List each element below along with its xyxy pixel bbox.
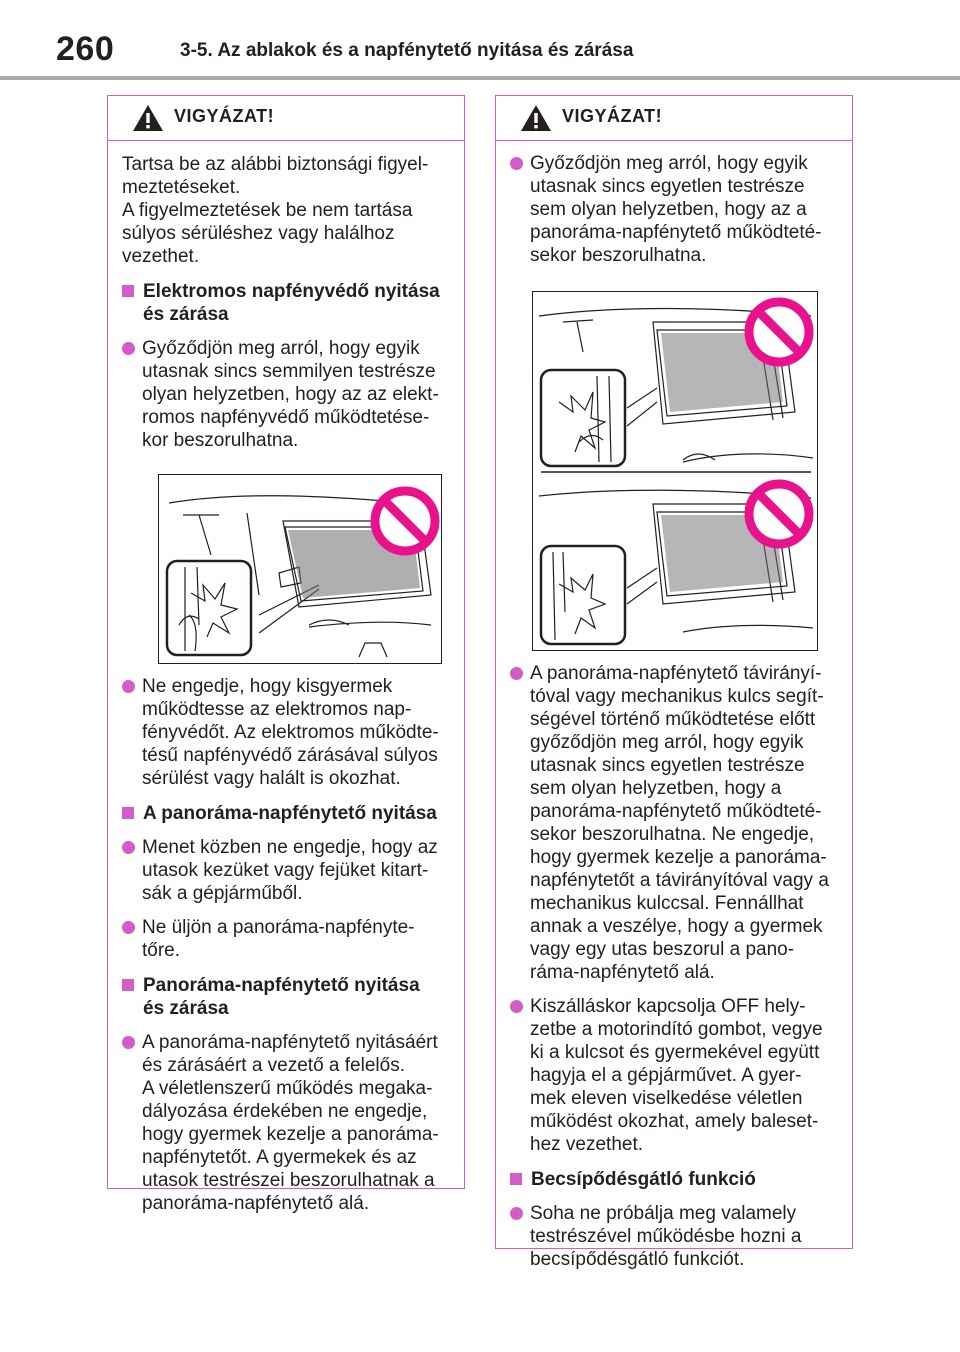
panorama-roof-hand-illustration [532, 291, 818, 651]
section-title: Panoráma-napfénytető nyitása és zárása [143, 975, 420, 1019]
list-item [122, 916, 454, 962]
caution-intro: Tartsa be az alábbi biztonsági figyel- meztetéseket. A figyelmeztetések be nem tartása súlyos sérüléshez vagy halálhoz vezethet. [122, 154, 429, 267]
caution-header [496, 96, 852, 141]
list-item-text: Kiszálláskor kapcsolja OFF hely- zetbe a motorindító gombot, vegye ki a kulcsot és gyermekével együtt hagyja el a gépjárművet. A gyer- mek eleven viselkedése véletlen működést okozhat, amely baleset- hez vezethet. [530, 996, 823, 1155]
list-item-text: A panoráma-napfénytető nyitásáért és zárásáért a vezető a felelős. A véletlenszerű működés megaka- dályozása érdekében ne engedje, hogy gyermek kezelje a panoráma- napfénytetőt. A gyermekek és az utasok testrészei beszorulhatnak a panoráma-napfénytető alá. [142, 1032, 439, 1214]
warning-triangle-icon [132, 104, 164, 132]
round-bullet-icon [510, 1000, 523, 1013]
caution-heading: VIGYÁZAT! [174, 106, 275, 126]
list-item [510, 995, 842, 1156]
list-item [510, 1202, 842, 1271]
section-title: Elektromos napfényvédő nyitása és zárása [143, 281, 440, 325]
page-number: 260 [56, 30, 115, 68]
list-item [510, 152, 842, 267]
caution-header [108, 96, 464, 141]
list-item-text: Menet közben ne engedje, hogy az utasok kezüket vagy fejüket kitart- sák a gépjárműből. [142, 837, 438, 904]
round-bullet-icon [122, 841, 135, 854]
car-interior-drawing [159, 475, 441, 663]
car-interior-drawing [533, 292, 817, 650]
round-bullet-icon [122, 921, 135, 934]
sunshade-hand-illustration [158, 474, 442, 664]
square-bullet-icon [122, 979, 134, 991]
square-bullet-icon [122, 807, 134, 819]
round-bullet-icon [510, 667, 523, 680]
list-item-text: Ne üljön a panoráma-napfényte- tőre. [142, 917, 415, 961]
section-title: Becsípődésgátló funkció [531, 1169, 756, 1190]
list-item-text: A panoráma-napfénytető távirányí- tóval vagy mechanikus kulcs segít- ségével történő működtetése előtt győződjön meg arról, hogy egyik utasnak sincs egyetlen testrésze sem olyan helyzetben, hogy a panoráma-napfénytető működteté- sekor beszorulhatna. Ne engedje, hogy gyermek kezelje a panoráma- napfénytetőt a távirányítóval vagy a mechanikus kulccsal. Fennállhat annak a veszélye, hogy a gyermek vagy egy utas beszorul a pano- ráma-napfénytető alá. [530, 663, 829, 983]
round-bullet-icon [510, 157, 523, 170]
caution-heading: VIGYÁZAT! [562, 106, 663, 126]
list-item-text: Soha ne próbálja meg valamely testrészével működésbe hozni a becsípődésgátló funkciót. [530, 1203, 802, 1270]
list-item-text: Győződjön meg arról, hogy egyik utasnak sincs semmilyen testrésze olyan helyzetben, hogy az az elekt- romos napfényvédő működtetése- kor beszorulhatna. [142, 338, 439, 451]
list-item [122, 836, 454, 905]
section-heading [510, 1168, 842, 1191]
section-title: A panoráma-napfénytető nyitása [143, 803, 437, 824]
list-item [122, 1031, 454, 1215]
square-bullet-icon [510, 1173, 522, 1185]
list-item-text: Győződjön meg arról, hogy egyik utasnak sincs egyetlen testrésze sem olyan helyzetben, hogy az a panoráma-napfénytető működteté- sekor beszorulhatna. [530, 153, 822, 266]
round-bullet-icon [510, 1207, 523, 1220]
caution-box-left [107, 95, 465, 1214]
warning-triangle-icon [520, 104, 552, 132]
header-rule [0, 76, 960, 80]
section-heading [122, 802, 454, 825]
caution-box-right [495, 95, 853, 1270]
list-item [122, 337, 454, 452]
list-item-text: Ne engedje, hogy kisgyermek működtesse az elektromos nap- fényvédőt. Az elektromos működte- tésű napfényvédő zárásával súlyos sérülést vagy halált is okozhat. [142, 676, 439, 789]
round-bullet-icon [122, 680, 135, 693]
page-title: 3-5. Az ablakok és a napfénytető nyitása és zárása [180, 40, 634, 61]
round-bullet-icon [122, 342, 135, 355]
list-item [510, 662, 842, 984]
section-heading [122, 974, 454, 1020]
square-bullet-icon [122, 285, 134, 297]
round-bullet-icon [122, 1036, 135, 1049]
section-heading [122, 280, 454, 326]
list-item [122, 675, 454, 790]
